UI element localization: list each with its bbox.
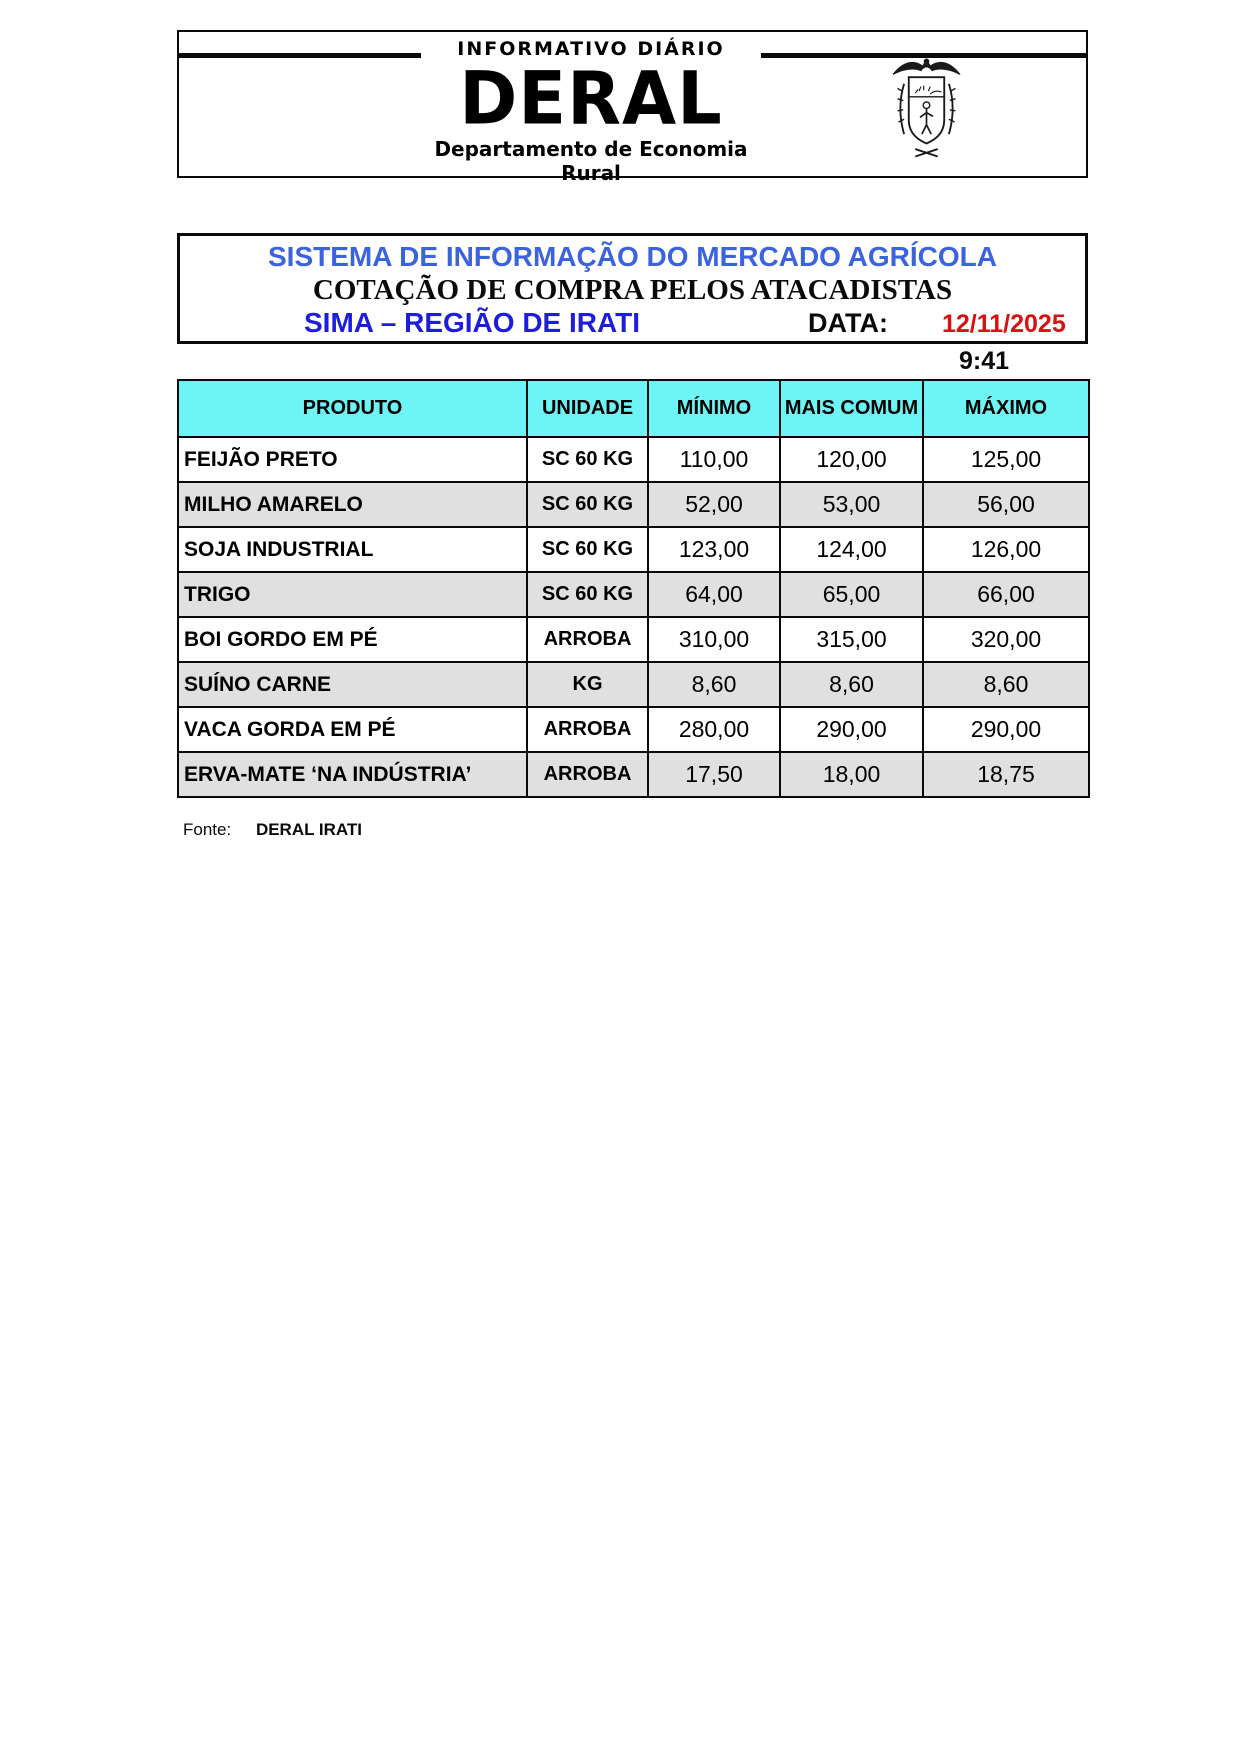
date-label: DATA: [808,308,888,338]
logo-subtitle: Departamento de Economia Rural [434,137,748,185]
cell-mais-comum: 53,00 [780,482,923,527]
cell-minimo: 280,00 [648,707,780,752]
cell-minimo: 52,00 [648,482,780,527]
table-row [178,752,1089,797]
date-value: 12/11/2025 [942,310,1066,338]
table-header-row [178,380,1089,437]
cell-mais-comum: 8,60 [780,662,923,707]
cell-maximo: 18,75 [923,752,1089,797]
cell-produto: VACA GORDA EM PÉ [178,707,527,752]
region-title: SIMA – REGIÃO DE IRATI [304,307,641,338]
cell-produto: ERVA-MATE ‘NA INDÚSTRIA’ [178,752,527,797]
table-row [178,707,1089,752]
header-produto: PRODUTO [178,380,527,437]
logo-wordmark: DERAL [459,55,723,142]
report-time: 9:41 [958,347,1010,375]
logo-tagline: INFORMATIVO DIÁRIO [457,38,725,60]
cell-maximo: 66,00 [923,572,1089,617]
header-maximo: MÁXIMO [923,380,1089,437]
table-row [178,572,1089,617]
cell-mais-comum: 315,00 [780,617,923,662]
system-title: SISTEMA DE INFORMAÇÃO DO MERCADO AGRÍCOLA [267,241,998,272]
cell-minimo: 17,50 [648,752,780,797]
cell-produto: SOJA INDUSTRIAL [178,527,527,572]
cell-mais-comum: 124,00 [780,527,923,572]
cell-unidade: SC 60 KG [527,437,648,482]
table-row [178,527,1089,572]
cell-unidade: KG [527,662,648,707]
cell-unidade: ARROBA [527,707,648,752]
cell-maximo: 126,00 [923,527,1089,572]
report-title: COTAÇÃO DE COMPRA PELOS ATACADISTAS [312,274,953,306]
cell-produto: BOI GORDO EM PÉ [178,617,527,662]
cell-produto: FEIJÃO PRETO [178,437,527,482]
cell-maximo: 8,60 [923,662,1089,707]
cell-mais-comum: 290,00 [780,707,923,752]
cell-minimo: 110,00 [648,437,780,482]
header-minimo: MÍNIMO [648,380,780,437]
cell-minimo: 64,00 [648,572,780,617]
header-unidade: UNIDADE [527,380,648,437]
cell-minimo: 8,60 [648,662,780,707]
cell-unidade: ARROBA [527,752,648,797]
cell-unidade: SC 60 KG [527,572,648,617]
table-row [178,437,1089,482]
deral-logo [421,35,761,185]
source-line [183,820,362,840]
cell-maximo: 56,00 [923,482,1089,527]
source-label: Fonte: [183,820,232,839]
cell-maximo: 320,00 [923,617,1089,662]
title-box [177,233,1088,344]
cell-unidade: SC 60 KG [527,527,648,572]
cell-minimo: 123,00 [648,527,780,572]
price-table [177,379,1090,798]
cell-mais-comum: 18,00 [780,752,923,797]
cell-maximo: 290,00 [923,707,1089,752]
cell-produto: TRIGO [178,572,527,617]
table-row [178,662,1089,707]
parana-coat-of-arms-icon [879,52,974,164]
table-row [178,482,1089,527]
source-value: DERAL IRATI [255,820,363,839]
cell-produto: SUÍNO CARNE [178,662,527,707]
table-row [178,617,1089,662]
cell-unidade: ARROBA [527,617,648,662]
cell-minimo: 310,00 [648,617,780,662]
cell-mais-comum: 65,00 [780,572,923,617]
cell-unidade: SC 60 KG [527,482,648,527]
header-mais-comum: MAIS COMUM [780,380,923,437]
cell-produto: MILHO AMARELO [178,482,527,527]
cell-maximo: 125,00 [923,437,1089,482]
cell-mais-comum: 120,00 [780,437,923,482]
masthead-box [177,30,1088,185]
